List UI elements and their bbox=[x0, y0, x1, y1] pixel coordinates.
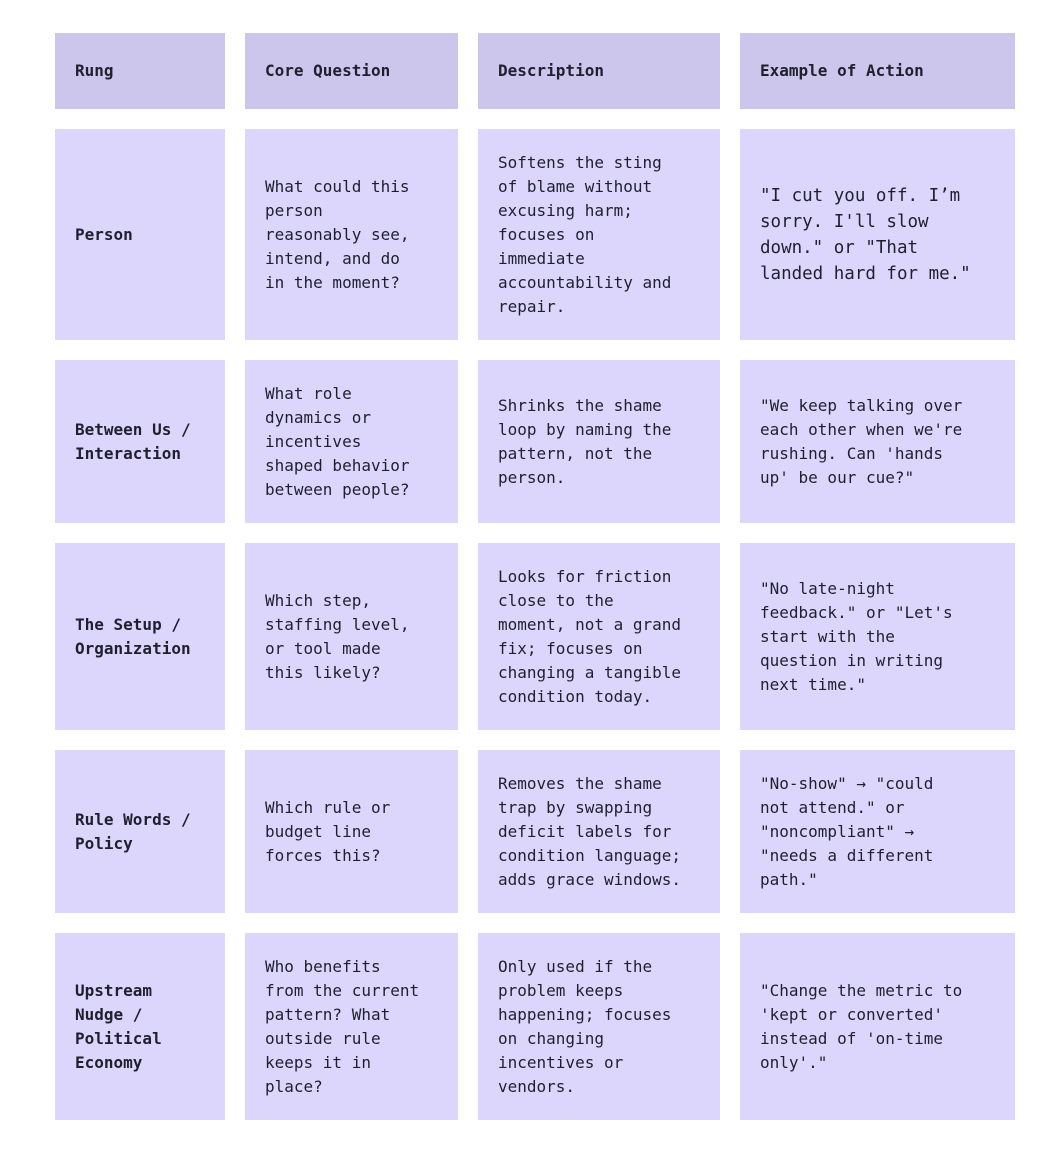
rung-cell: Upstream Nudge / Political Economy bbox=[55, 933, 225, 1120]
example-cell: "Change the metric to 'kept or converted' instead of 'on-time only'." bbox=[740, 933, 1015, 1120]
description-cell: Looks for friction close to the moment, not a grand fix; focuses on changing a tangible condition today. bbox=[478, 543, 720, 730]
example-cell: "I cut you off. I’m sorry. I'll slow down." or "That landed hard for me." bbox=[740, 129, 1015, 340]
header-core-question: Core Question bbox=[245, 33, 458, 109]
rung-table bbox=[55, 33, 1015, 1120]
rung-cell: The Setup / Organization bbox=[55, 543, 225, 730]
core-question-cell: Which step, staffing level, or tool made this likely? bbox=[245, 543, 458, 730]
example-cell: "No late-night feedback." or "Let's start with the question in writing next time." bbox=[740, 543, 1015, 730]
description-cell: Softens the sting of blame without excusing harm; focuses on immediate accountability and repair. bbox=[478, 129, 720, 340]
header-description: Description bbox=[478, 33, 720, 109]
description-cell: Removes the shame trap by swapping deficit labels for condition language; adds grace windows. bbox=[478, 750, 720, 913]
header-rung: Rung bbox=[55, 33, 225, 109]
example-cell: "We keep talking over each other when we're rushing. Can 'hands up' be our cue?" bbox=[740, 360, 1015, 523]
rung-cell: Between Us / Interaction bbox=[55, 360, 225, 523]
core-question-cell: What role dynamics or incentives shaped behavior between people? bbox=[245, 360, 458, 523]
description-cell: Only used if the problem keeps happening; focuses on changing incentives or vendors. bbox=[478, 933, 720, 1120]
header-example-of-action: Example of Action bbox=[740, 33, 1015, 109]
rung-cell: Person bbox=[55, 129, 225, 340]
rung-cell: Rule Words / Policy bbox=[55, 750, 225, 913]
core-question-cell: Who benefits from the current pattern? What outside rule keeps it in place? bbox=[245, 933, 458, 1120]
core-question-cell: Which rule or budget line forces this? bbox=[245, 750, 458, 913]
description-cell: Shrinks the shame loop by naming the pattern, not the person. bbox=[478, 360, 720, 523]
core-question-cell: What could this person reasonably see, intend, and do in the moment? bbox=[245, 129, 458, 340]
example-cell: "No-show" → "could not attend." or "noncompliant" → "needs a different path." bbox=[740, 750, 1015, 913]
